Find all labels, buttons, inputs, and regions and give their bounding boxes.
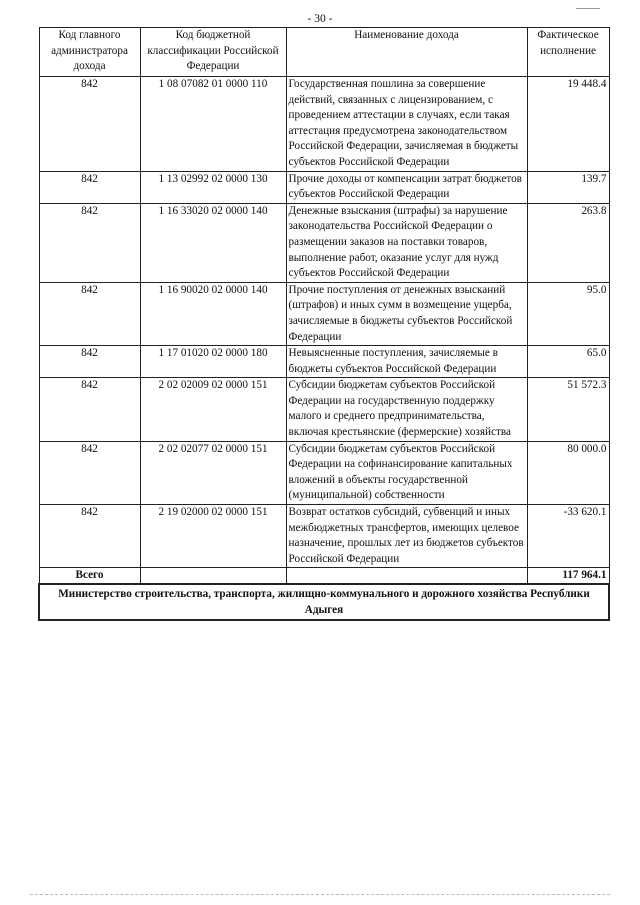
scan-artifact-line: [30, 894, 610, 896]
budget-code-cell: 2 02 02077 02 0000 151: [140, 441, 286, 504]
header-budget-code: Код бюджетной классификации Российской Федерации: [140, 28, 286, 77]
admin-code-cell: 842: [39, 378, 140, 441]
amount-cell: 139.7: [527, 171, 609, 203]
table-row: [39, 171, 609, 203]
budget-code-cell: 1 16 33020 02 0000 140: [140, 203, 286, 282]
total-empty-cell: [286, 568, 527, 585]
table-row: [39, 378, 609, 441]
amount-cell: 95.0: [527, 282, 609, 345]
amount-cell: 51 572.3: [527, 378, 609, 441]
table-row: [39, 346, 609, 378]
revenue-name-cell: Субсидии бюджетам субъектов Российской Федерации на софинансирование капитальных вложений в объекты государственной (муниципальной) собственности: [286, 441, 527, 504]
ministry-title: Министерство строительства, транспорта, жилищно-коммунального и дорожного хозяйства Республики Адыгея: [39, 584, 609, 620]
table-row: [39, 77, 609, 172]
total-amount: 117 964.1: [527, 568, 609, 585]
budget-code-cell: 1 16 90020 02 0000 140: [140, 282, 286, 345]
scan-artifact-mark: [576, 2, 600, 9]
total-row: [39, 568, 609, 585]
revenue-table: [38, 27, 610, 621]
budget-code-cell: 2 02 02009 02 0000 151: [140, 378, 286, 441]
budget-code-cell: 1 17 01020 02 0000 180: [140, 346, 286, 378]
admin-code-cell: 842: [39, 441, 140, 504]
admin-code-cell: 842: [39, 77, 140, 172]
revenue-name-cell: Прочие доходы от компенсации затрат бюджетов субъектов Российской Федерации: [286, 171, 527, 203]
admin-code-cell: 842: [39, 203, 140, 282]
revenue-name-cell: Невыясненные поступления, зачисляемые в бюджеты субъектов Российской Федерации: [286, 346, 527, 378]
amount-cell: -33 620.1: [527, 505, 609, 568]
budget-code-cell: 1 13 02992 02 0000 130: [140, 171, 286, 203]
amount-cell: 19 448.4: [527, 77, 609, 172]
header-admin-code: Код главного администратора дохода: [39, 28, 140, 77]
revenue-name-cell: Субсидии бюджетам субъектов Российской Федерации на государственную поддержку малого и среднего предпринимательства, включая крестьянские (фермерские) хозяйства: [286, 378, 527, 441]
header-revenue-name: Наименование дохода: [286, 28, 527, 77]
table-header-row: [39, 28, 609, 77]
revenue-name-cell: Возврат остатков субсидий, субвенций и иных межбюджетных трансфертов, имеющих целевое назначение, прошлых лет из бюджетов субъектов Российской Федерации: [286, 505, 527, 568]
admin-code-cell: 842: [39, 171, 140, 203]
header-actual-amount: Фактическое исполнение: [527, 28, 609, 77]
revenue-name-cell: Государственная пошлина за совершение действий, связанных с лицензированием, с проведением аттестации в случаях, если такая аттестация предусмотрена законодательством Российской Федерации, зачисляемая в бюджеты субъектов Российской Федерации: [286, 77, 527, 172]
table-row: [39, 505, 609, 568]
amount-cell: 263.8: [527, 203, 609, 282]
table-row: [39, 441, 609, 504]
total-label: Всего: [39, 568, 140, 585]
admin-code-cell: 842: [39, 505, 140, 568]
budget-code-cell: 2 19 02000 02 0000 151: [140, 505, 286, 568]
budget-code-cell: 1 08 07082 01 0000 110: [140, 77, 286, 172]
ministry-row: [39, 584, 609, 620]
revenue-name-cell: Денежные взыскания (штрафы) за нарушение законодательства Российской Федерации о размещении заказов на поставки товаров, выполнение работ, оказание услуг для нужд субъектов Российской Федерации: [286, 203, 527, 282]
admin-code-cell: 842: [39, 346, 140, 378]
revenue-name-cell: Прочие поступления от денежных взысканий (штрафов) и иных сумм в возмещение ущерба, зачисляемые в бюджеты субъектов Российской Федерации: [286, 282, 527, 345]
page-number: - 30 -: [307, 13, 333, 25]
amount-cell: 65.0: [527, 346, 609, 378]
table-row: [39, 282, 609, 345]
table-row: [39, 203, 609, 282]
total-empty-cell: [140, 568, 286, 585]
amount-cell: 80 000.0: [527, 441, 609, 504]
admin-code-cell: 842: [39, 282, 140, 345]
